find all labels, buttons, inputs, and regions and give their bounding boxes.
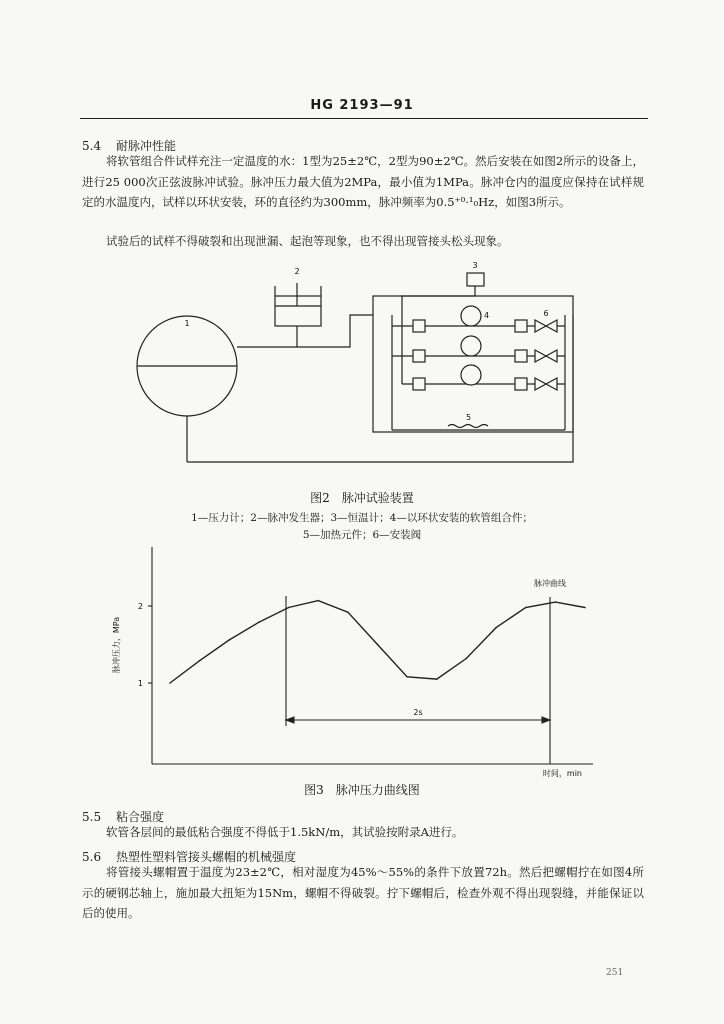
section-number: 5.5 [82, 810, 102, 824]
y-tick-label-2: 2 [137, 602, 143, 611]
curve-point [317, 600, 319, 602]
section-5-4-paragraph-1: 将软管组合件试样充注一定温度的水：1型为25±2℃，2型为90±2℃。然后安装在如图2所示的设备上，进行25 000次正弦波脉冲试验。脉冲压力最大值为2MPa，最小值为1MPa。脉冲仓内的温度应保持在试样规定的水温度内，试样以环状安装，环的直径约为300mm，脉冲频率为0.5⁺⁰·¹₀Hz，如图3所示。 [82, 154, 644, 209]
section-5-4-paragraph-2: 试验后的试样不得破裂和出现泄漏、起泡等现象，也不得出现管接头松头现象。 [106, 234, 509, 248]
pulse-curve-line [170, 601, 585, 683]
page-number: 251 [606, 968, 624, 978]
x-axis-label: 时间，min [542, 769, 582, 778]
curve-point [288, 607, 290, 609]
section-number: 5.6 [82, 850, 102, 864]
y-tick-label-1: 1 [137, 679, 143, 688]
label-4: 4 [484, 311, 490, 320]
curve-point [258, 621, 260, 623]
label-2: 2 [294, 267, 300, 276]
curve-point [495, 627, 497, 629]
curve-label: 脉冲曲线 [534, 579, 566, 588]
curve-point [525, 607, 527, 609]
curve-point [436, 678, 438, 680]
curve-point [377, 644, 379, 646]
label-6: 6 [543, 309, 549, 318]
section-number: 5.4 [82, 139, 102, 153]
curve-point [584, 607, 586, 609]
period-label: 2s [413, 708, 423, 717]
curve-point [347, 611, 349, 613]
curve-point [169, 682, 171, 684]
curve-point [466, 658, 468, 660]
figure-3-caption: 图3 脉冲压力曲线图 [304, 783, 420, 797]
figure-2-caption: 图2 脉冲试验装置 [310, 491, 414, 505]
label-3: 3 [472, 261, 478, 270]
y-axis-label: 脉冲压力，MPa [112, 616, 121, 674]
label-5: 5 [466, 413, 472, 422]
figure-2-legend-line-2: 5—加热元件；6—安装阀 [302, 529, 422, 541]
section-title: 粘合强度 [116, 810, 165, 824]
section-title: 热塑性塑料管接头螺帽的机械强度 [116, 850, 297, 864]
section-5-5-paragraph: 软管各层间的最低粘合强度不得低于1.5kN/m，其试验按附录A进行。 [106, 825, 464, 839]
figure-2-legend-line-1: 1—压力计；2—脉冲发生器；3—恒温计；4—以环状安装的软管组合件； [191, 512, 533, 524]
label-1: 1 [184, 319, 190, 328]
curve-point [406, 676, 408, 678]
curve-point [555, 601, 557, 603]
page-header: HG 2193—91 [310, 98, 414, 113]
section-title: 耐脉冲性能 [116, 139, 177, 153]
curve-point [229, 639, 231, 641]
section-5-6-paragraph: 将管接头螺帽置于温度为23±2℃，相对湿度为45%～55%的条件下放置72h。然后把螺帽拧在如图4所示的硬钢芯轴上，施加最大扭矩为15Nm，螺帽不得破裂。拧下螺帽后，检查外观不得出现裂缝，并能保证以后的使用。 [82, 865, 644, 920]
curve-point [199, 660, 201, 662]
